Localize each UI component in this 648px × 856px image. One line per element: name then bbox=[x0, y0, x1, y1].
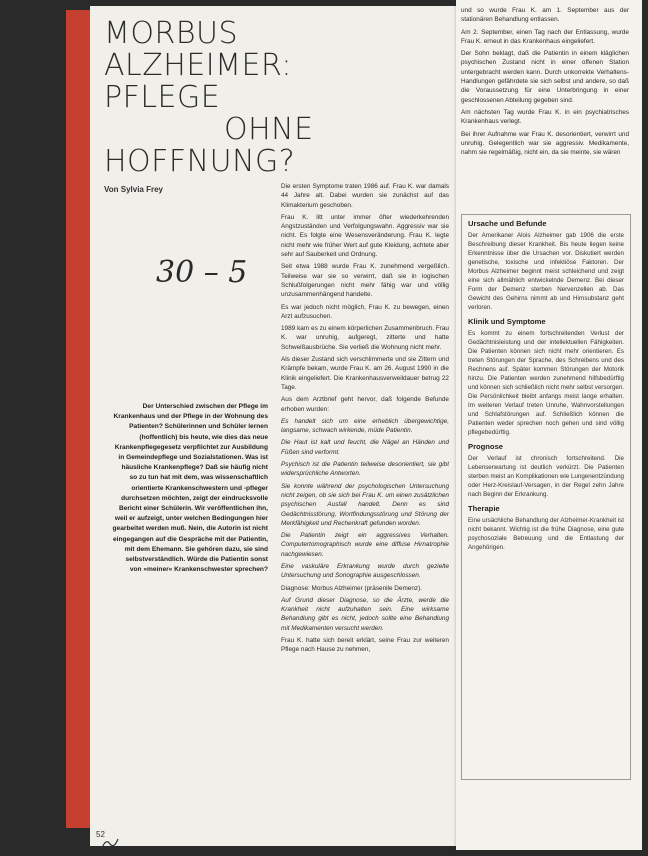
paragraph: Der Sohn beklagt, daß die Patientin in einem kläglichen psychischen Zustand nicht in einer offenen Station untergebracht werden kann. Durch unkorrekte Verhaltens-Handlungen gefährdete sie sich selbst und andere, so daß die Voraussetzung für eine Unterbringung in einer geschlossenen Abteilung gegeben sind. bbox=[461, 50, 629, 104]
paragraph: Die Patientin zeigt ein aggressives Verhalten. Computertomographisch wurde eine diffuse Hirnatrophie nachgewiesen. bbox=[281, 532, 449, 558]
box-heading: Prognose bbox=[468, 442, 504, 451]
box-paragraph: Eine ursächliche Behandlung der Alzheimer-Krankheit ist nicht bekannt. Wichtig ist die frühe Diagnose, eine gute psychosoziale Betreuung und die Entlastung der Angehörigen. bbox=[468, 517, 624, 551]
article-intro: Der Unterschied zwischen der Pflege im Krankenhaus und der Pflege in der Wohnung des Patienten? Schülerinnen und Schüler lernen (hoffentlich) bis heute, wie dies das neue Krankenpflegegesetz verpflichtet zur Ausbildung in Gemeindepflege und Sozialstationen. Was ist häusliche Krankenpflege? Daß sie häufig nicht so zu tun hat mit dem, was wissenschaftlich orientierte Krankenschwestern und -pfleger durchsetzen möchten, zeigt der eindrucksvolle Bericht einer Schülerin. Wir veröffentlichen ihn, weil er aufzeigt, unter welchen Bedingungen hier gearbeitet werden muß. Nein, die Autorin ist nicht eingegangen auf die Gespräche mit der Patientin, mit dem Ehemann. Sie gehören dazu, sie sind selbstverständlich. Würde die Patientin sonst von »meiner« Krankenschwester sprechen? bbox=[112, 403, 268, 574]
paragraph: Die Haut ist kalt und feucht, die Nägel an Händen und Füßen sind verformt. bbox=[281, 439, 449, 456]
paragraph: Am nächsten Tag wurde Frau K. in ein psychiatrisches Krankenhaus verlegt. bbox=[461, 108, 629, 126]
paragraph: Bei ihrer Aufnahme war Frau K. desorientiert, verwirrt und unruhig. Gelegentlich war sie aggressiv. Medikamente, nahm sie regelmäßig, nicht ein, da sie meinte, sie wären bbox=[461, 130, 629, 157]
red-margin-bar bbox=[66, 10, 92, 828]
page-number: 52 bbox=[96, 830, 105, 839]
box-paragraph: Es kommt zu einem fortschreitenden Verlust der Gedächtnisleistung und der intellektuellen Fähigkeiten. Die Patienten können sich nicht mehr orientieren. Es treten Störungen der Sprache, des Schreibens und des Rechnens auf. Später kommen Störungen der Motorik hinzu. Die Patienten werden zunehmend hilfsbedürftig und können sich schließlich nicht mehr selbst versorgen. Die Persönlichkeit bleibt anfangs meist lange erhalten. Im weiteren Verlauf treten Unruhe, Wahnvorstellungen und Schlafstörungen auf. Schließlich können die Patienten weder sprechen noch gehen und sind völlig pflegebedürftig. bbox=[468, 330, 624, 436]
paragraph: Seit etwa 1988 wurde Frau K. zunehmend vergeßlich. Teilweise war sie so verwirrt, daß sie in logischen Schlußfolgerungen nicht mehr fähig war und völlig unzusammenhängend handelte. bbox=[281, 263, 449, 299]
paragraph: Es war jedoch nicht möglich, Frau K. zu bewegen, einen Arzt aufzusuchen. bbox=[281, 303, 449, 320]
box-heading: Ursache und Befunde bbox=[468, 219, 547, 228]
title-line-1: MORBUS bbox=[104, 16, 238, 51]
svg-text:30 – 5: 30 – 5 bbox=[156, 255, 248, 290]
author-byline: Von Sylvia Frey bbox=[104, 185, 163, 194]
title-line-2: ALZHEIMER: PFLEGE bbox=[104, 48, 293, 115]
title-line-4: HOFFNUNG? bbox=[104, 144, 296, 179]
paragraph: Auf Grund dieser Diagnose, so die Ärzte, werde die Krankheit nicht aufzuhalten sein. Eine wirksame Behandlung gibt es nicht, jedoch sollte eine Behandlung mit Medikamenten versucht werden. bbox=[281, 596, 449, 632]
box-paragraph: Der Amerikaner Alois Alzheimer gab 1906 die erste Beschreibung dieser Krankheit. Bis heute liegen keine Erkenntnisse über die Ursachen vor. Diskutiert werden genetische, toxische und infektiöse Faktoren. Der Morbus Alzheimer beginnt meist schleichend und zeigt eine sich allmählich entwickelnde Demenz. Bei dieser Form der Demenz sterben Nervenzellen ab. Das Gewicht des Gehirns nimmt ab und Hirnsubstanz geht verloren. bbox=[468, 232, 624, 311]
box-heading: Therapie bbox=[468, 504, 500, 513]
article-title bbox=[104, 18, 324, 178]
title-line-3: OHNE bbox=[224, 112, 314, 147]
paragraph: Diagnose: Morbus Alzheimer (präsenile Demenz). bbox=[281, 584, 423, 592]
paragraph: Frau K. hatte sich bereit erklärt, seine Frau zur weiteren Pflege nach Hause zu nehmen, bbox=[281, 637, 449, 654]
info-box bbox=[461, 214, 631, 780]
paragraph: Am 2. September, einen Tag nach der Entlassung, wurde Frau K. erneut in das Krankenhaus eingeliefert. bbox=[461, 28, 629, 45]
paragraph: Eine vaskuläre Erkrankung wurde durch gezielte Untersuchung und Sonographie ausgeschlossen. bbox=[281, 562, 449, 580]
paragraph: Sie konnte während der psychologischen Untersuchung nicht zeigen, ob sie sich bei Frau K. um einen zusätzlichen psychischen Ausfall handelt. Denn es sind Gedächtnisstörung, Wortfindungsstörung und Störung der Merkfähigkeit und Rechenkraft gefunden worden. bbox=[281, 482, 449, 527]
column-main bbox=[281, 182, 449, 824]
paragraph: 1989 kam es zu einem körperlichen Zusammenbruch. Frau K. war unruhig, aufgeregt, zitterte und hatte Schweißausbrüche. Sie verließ die Wohnung nicht mehr. bbox=[281, 325, 449, 351]
paragraph: Frau K. litt unter immer öfter wiederkehrenden Angstzuständen und Verfolgungswahn. Aggressiv war sie nicht. Es folgte eine Wesensveränderung. Frau K. legte nicht mehr wie früher Wert auf gute Kleidung, achtete aber sehr auf Sauberkeit und Ordnung. bbox=[281, 213, 449, 259]
box-paragraph: Der Verlauf ist chronisch fortschreitend. Die Lebenserwartung ist deutlich verkürzt. Die Patienten sterben meist an Komplikationen wie Lungenentzündung oder Herz-Kreislauf-Versagen, in der Regel zehn Jahre nach Beginn der Erkrankung. bbox=[468, 455, 624, 498]
box-heading: Klinik und Symptome bbox=[468, 317, 546, 326]
paragraph: und so wurde Frau K. am 1. September aus der stationären Behandlung entlassen. bbox=[461, 7, 629, 24]
column-right-top bbox=[461, 6, 629, 208]
paragraph: Aus dem Arztbrief geht hervor, daß folgende Befunde erhoben wurden: bbox=[281, 396, 449, 413]
paragraph: Psychisch ist die Patientin teilweise desorientiert, sie gibt widersprüchliche Antworten. bbox=[281, 461, 449, 478]
paragraph: Es handelt sich um eine erheblich übergewichtige, langsame, schwach wirkende, müde Patientin. bbox=[281, 417, 449, 435]
paragraph: Die ersten Symptome traten 1986 auf. Frau K. war damals 44 Jahre alt. Dabei wurden sie zunächst auf das Klimakterium geschoben. bbox=[281, 183, 449, 209]
pencil-mark-icon bbox=[100, 836, 120, 850]
handwritten-note bbox=[152, 238, 272, 308]
paragraph: Als dieser Zustand sich verschlimmerte und sie Zittern und Krämpfe bekam, wurde Frau K. am 26. August 1990 in die Klinik eingeliefert. Die Krankenhausverweildauer betrug 22 Tage. bbox=[281, 356, 449, 391]
